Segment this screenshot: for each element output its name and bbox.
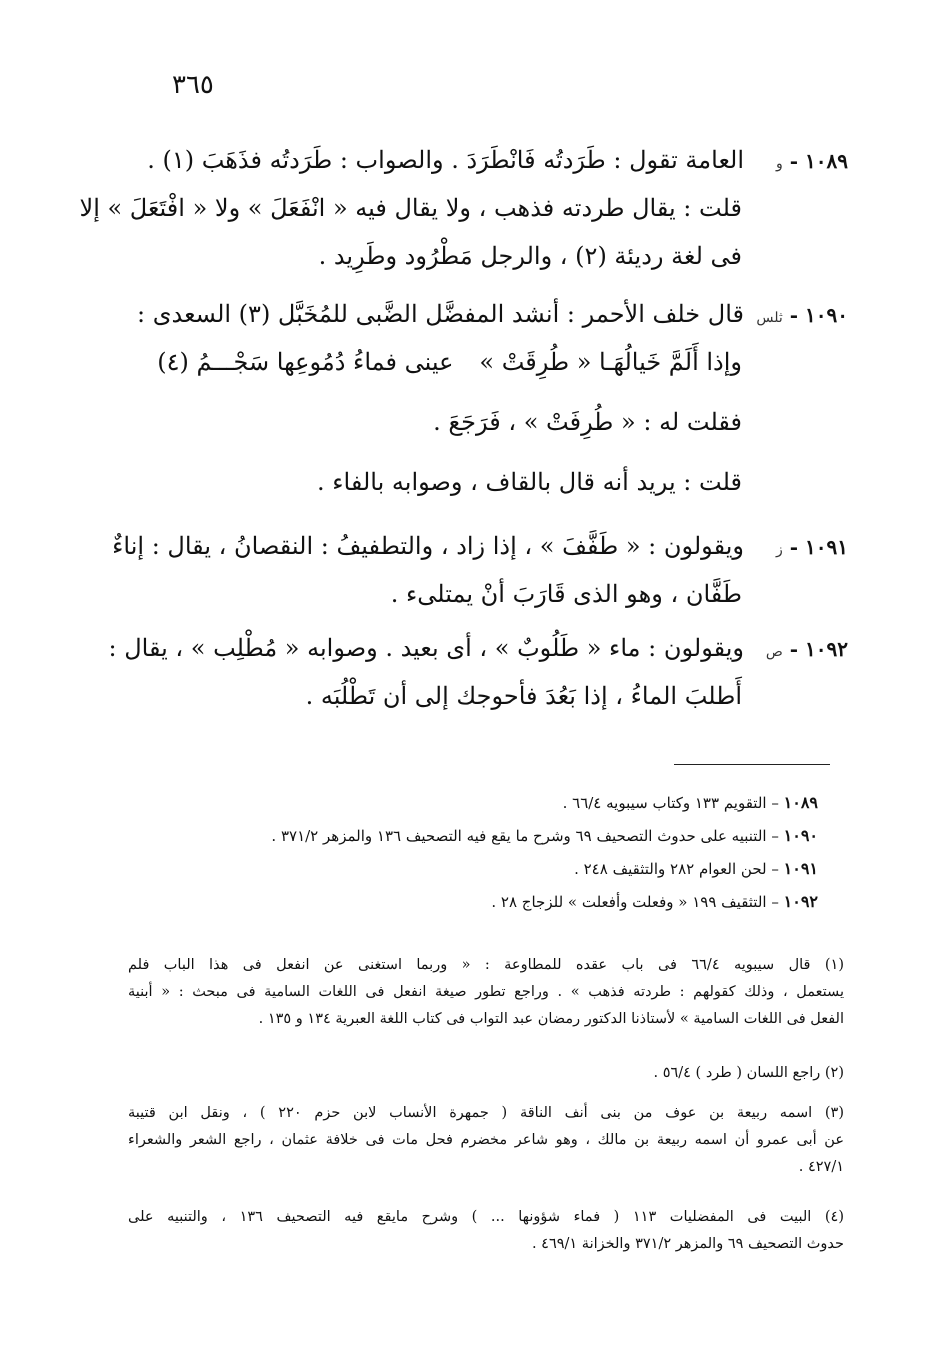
footnote-4 <box>128 1204 844 1258</box>
entry-text: ويقولون : ماء « طَلُوبٌ » ، أى بعيد . وصوابه « مُطْلِب » ، يقال : <box>108 634 744 662</box>
footnote-line: (١) قال سيبويه ٦٦/٤ فى باب عقده للمطاوعة : « وربما استغنى عن انفعل فى هذا الباب فلم <box>128 957 844 973</box>
source-line: ١٠٩٢ – التثقيف ١٩٩ « وفعلت وأفعلت » للزجاج ٢٨ . <box>491 892 818 911</box>
footnote-3 <box>128 1100 844 1181</box>
entry-line: قلت : يقال طردته فذهب ، ولا يقال فيه « انْفَعَلَ » ولا « افْتَعَلَ » إلا <box>79 194 742 222</box>
footnote-2 <box>128 1060 844 1087</box>
footnote-line: ٤٢٧/١ . <box>798 1159 844 1175</box>
footnote-line: (٤) البيت فى المفضليات ١١٣ ( فماء شؤونها ... ) وشرح مايقع فيه التصحيف ١٣٦ ، والتنبيه على <box>128 1209 844 1225</box>
entry-number-tag: ١٠٩٠ - ثلس <box>756 303 848 327</box>
entry-line <box>128 290 848 338</box>
entry-line: طَفَّان ، وهو الذى قَارَبَ أنْ يمتلىء . <box>390 580 742 608</box>
entry-1091 <box>112 522 848 618</box>
footnote-line: الفعل فى اللغات السامية » لأستاذنا الدكتور رمضان عبد التواب فى كتاب اللغة العبرية ١٣٤ و ١٣٥ . <box>258 1011 844 1027</box>
poetry-verse <box>128 338 848 386</box>
entry-line <box>128 136 848 184</box>
verse-second-hemistich: عينى فماءُ دُمُوعِها سَجْـــمُ (٤) <box>157 348 454 376</box>
entry-line <box>108 624 848 672</box>
footnote-1 <box>128 952 844 1033</box>
verse-first-hemistich: وإذا أَلَمَّ خَيالُهَـا « طُرِقَتْ » <box>479 348 742 376</box>
page-number: ٣٦٥ <box>172 70 214 100</box>
entry-line <box>112 522 848 570</box>
footnote-line: عن أبى عمرو أن اسمه ربيعة بن مالك ، وهو شاعر مخضرم فحل مات فى خلافة عثمان ، راجع الشعر والشعراء <box>128 1132 844 1148</box>
footnote-line: يستعمل ، وذلك كقولهم : طردته فذهب » . وراجع تطور صيغة انفعل فى اللغات السامية فى مبحث : « أبنية <box>128 984 844 1000</box>
entry-line: أَطلبَ الماءُ ، إذا بَعُدَ فأحوجك إلى أن تَطْلُبَه . <box>305 682 742 710</box>
entry-line: فى لغة رديئة (٢) ، والرجل مَطْرُود وطَرِيد . <box>318 242 742 270</box>
footnote-separator <box>674 764 830 765</box>
entry-line: فقلت له : « طُرِفَتْ » ، فَرَجَعَ . <box>433 408 742 436</box>
entry-1092 <box>108 624 848 720</box>
footnote-line: (٢) راجع اللسان ( طرد ) ٥٦/٤ . <box>653 1065 844 1081</box>
entry-text: العامة تقول : طَرَدتُه فَانْطَرَدَ . والصواب : طَرَدتُه فذَهَبَ (١) . <box>147 146 744 174</box>
entry-text: ويقولون : « طَفَّفَ » ، إذا زاد ، والتطفيفُ : النقصانُ ، يقال : إناءٌ <box>112 532 744 560</box>
footnote-line: (٣) اسمه ربيعة بن عوف من بنى أنف الناقة ( جمهرة الأنساب لابن حزم ٢٢٠ ) ، ونقل ابن قتيبة <box>128 1105 844 1121</box>
entry-number-tag: ١٠٩٢ - ص <box>765 637 848 661</box>
source-line: ١٠٩٠ – التنبيه على حدوث التصحيف ٦٩ وشرح ما يقع فيه التصحيف ١٣٦ والمزهر ٣٧١/٢ . <box>271 826 818 845</box>
entry-line: قلت : يريد أنه قال بالقاف ، وصوابه بالفاء . <box>316 468 742 496</box>
footnote-line: حدوث التصحيف ٦٩ والمزهر ٣٧١/٢ والخزانة ٤٦٩/١ . <box>531 1236 844 1252</box>
source-references <box>128 790 818 914</box>
entry-number-tag: ١٠٩١ - ز <box>776 535 848 559</box>
source-line: ١٠٨٩ – التقويم ١٣٣ وكتاب سيبويه ٦٦/٤ . <box>562 793 818 812</box>
entry-text: قال خلف الأحمر : أنشد المفضَّل الضَّبى للمُخَبَّل (٣) السعدى : <box>136 300 744 328</box>
source-line: ١٠٩١ – لحن العوام ٢٨٢ والتثقيف ٢٤٨ . <box>574 859 818 878</box>
entry-1089 <box>79 136 848 280</box>
entry-1090 <box>128 290 848 506</box>
entry-number-tag: ١٠٨٩ - و <box>776 149 848 173</box>
